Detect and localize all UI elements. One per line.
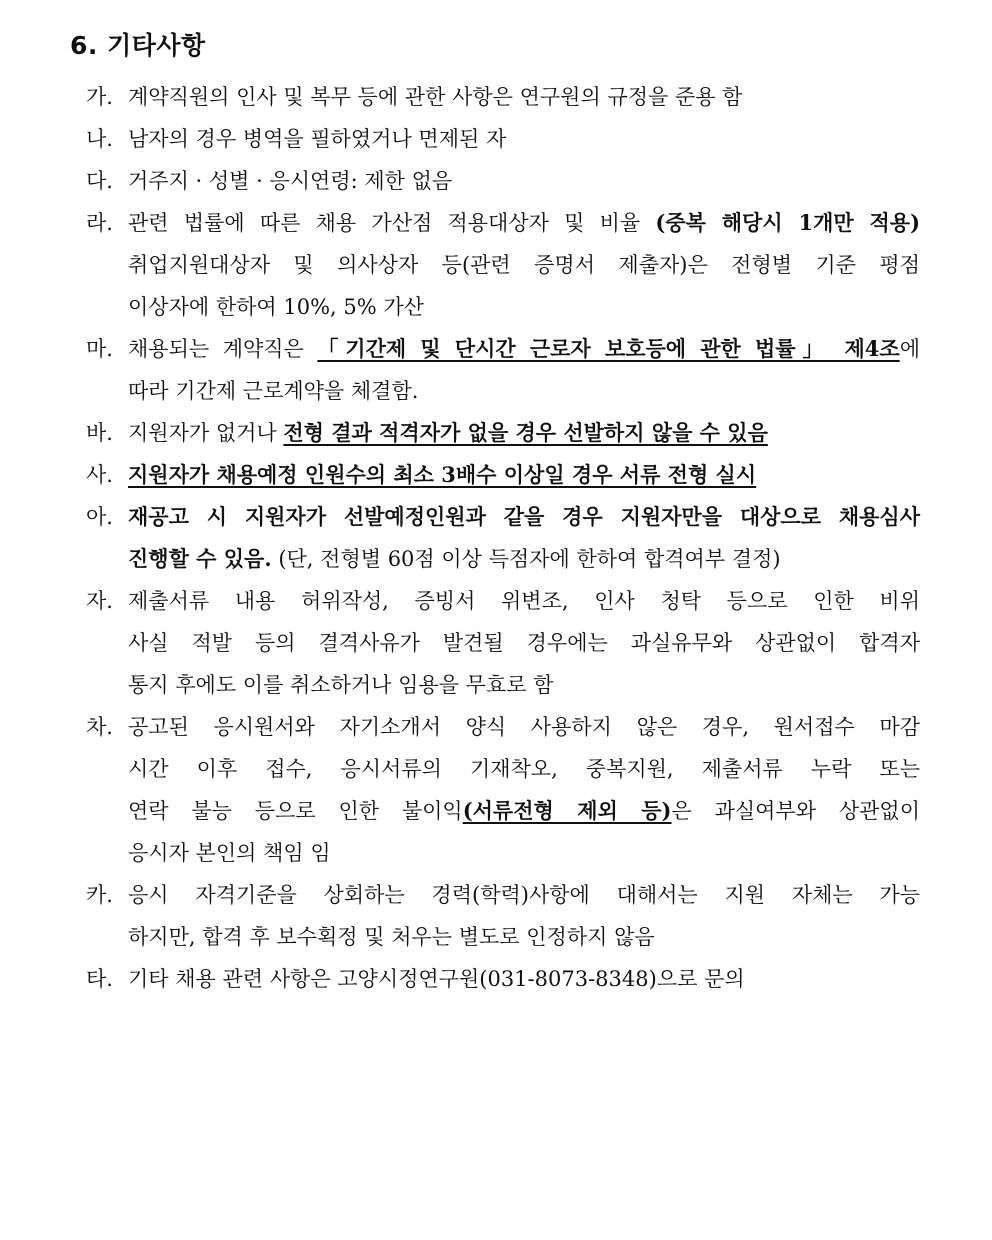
- note-marker: 차.: [86, 715, 113, 739]
- note-line: [86, 244, 920, 286]
- bold-text: (중복 해당시 1개만 적용): [655, 210, 920, 235]
- note-line: [86, 286, 920, 328]
- note-marker: 가.: [86, 85, 113, 109]
- note-line: [86, 412, 920, 454]
- note-text: 공고된 응시원서와 자기소개서 양식 사용하지 않은 경우, 원서접수 마감: [128, 715, 920, 739]
- note-text: 관련 법률에 따른 채용 가산점 적용대상자 및 비율: [128, 211, 656, 235]
- note-text: 하지만, 합격 후 보수획정 및 처우는 별도로 인정하지 않음: [128, 925, 655, 949]
- note-line: [86, 958, 920, 1000]
- note-text: 기타 채용 관련 사항은 고양시정연구원(031-8073-8348)으로 문의: [128, 967, 745, 991]
- note-line: [86, 874, 920, 916]
- note-item: [86, 874, 920, 958]
- note-text: 시간 이후 접수, 응시서류의 기재착오, 중복지원, 제출서류 누락 또는: [128, 757, 920, 781]
- note-line: [86, 706, 920, 748]
- emphasized-text: (서류전형 제외 등): [462, 798, 672, 823]
- note-text: 응시자 본인의 책임 임: [128, 841, 331, 865]
- note-marker: 타.: [86, 967, 113, 991]
- emphasized-text: 지원자가 채용예정 인원수의 최소 3배수 이상일 경우 서류 전형 실시: [128, 462, 757, 487]
- note-marker: 다.: [86, 169, 113, 193]
- note-line: [86, 370, 920, 412]
- note-marker: 자.: [86, 589, 113, 613]
- note-line: [86, 454, 920, 496]
- emphasized-text: 「기간제 및 단시간 근로자 보호등에 관한 법률」 제4조: [317, 336, 900, 361]
- bold-text: 진행할 수 있음.: [128, 546, 272, 571]
- note-line: [86, 76, 920, 118]
- note-text: 제출서류 내용 허위작성, 증빙서 위변조, 인사 청탁 등으로 인한 비위: [128, 589, 920, 613]
- note-marker: 라.: [86, 211, 113, 235]
- note-text: (단, 전형별 60점 이상 득점자에 한하여 합격여부 결정): [271, 547, 781, 571]
- note-text: 에: [899, 337, 920, 361]
- note-item: [86, 202, 920, 328]
- note-marker: 카.: [86, 883, 113, 907]
- note-item: [86, 160, 920, 202]
- note-line: [86, 790, 920, 832]
- note-line: [86, 328, 920, 370]
- note-item: [86, 118, 920, 160]
- note-line: [86, 496, 920, 538]
- note-item: [86, 706, 920, 874]
- note-item: [86, 412, 920, 454]
- note-item: [86, 580, 920, 706]
- note-item: [86, 496, 920, 580]
- note-text: 따라 기간제 근로계약을 체결함.: [128, 379, 419, 403]
- note-text: 연락 불능 등으로 인한 불이익: [128, 799, 463, 823]
- section-heading: 6. 기타사항: [70, 31, 206, 60]
- note-item: [86, 328, 920, 412]
- note-text: 지원자가 없거나: [128, 421, 284, 445]
- note-line: [86, 160, 920, 202]
- note-item: [86, 454, 920, 496]
- note-text: 이상자에 한하여 10%, 5% 가산: [128, 295, 424, 319]
- note-text: 응시 자격기준을 상회하는 경력(학력)사항에 대해서는 지원 자체는 가능: [128, 883, 920, 907]
- note-text: 거주지 · 성별 · 응시연령: 제한 없음: [128, 169, 453, 193]
- note-marker: 사.: [86, 463, 113, 487]
- note-text: 남자의 경우 병역을 필하였거나 면제된 자: [128, 127, 507, 151]
- note-text: 사실 적발 등의 결격사유가 발견될 경우에는 과실유무와 상관없이 합격자: [128, 631, 920, 655]
- note-marker: 바.: [86, 421, 113, 445]
- note-marker: 마.: [86, 337, 113, 361]
- note-line: [86, 538, 920, 580]
- note-line: [86, 118, 920, 160]
- note-line: [86, 580, 920, 622]
- note-line: [86, 748, 920, 790]
- note-item: [86, 958, 920, 1000]
- note-text: 채용되는 계약직은: [128, 337, 318, 361]
- bold-text: 재공고 시 지원자가 선발예정인원과 같을 경우 지원자만을 대상으로 채용심사: [128, 504, 920, 529]
- note-line: [86, 664, 920, 706]
- note-line: [86, 202, 920, 244]
- note-text: 계약직원의 인사 및 복무 등에 관한 사항은 연구원의 규정을 준용 함: [128, 85, 743, 109]
- note-item: [86, 76, 920, 118]
- note-text: 은 과실여부와 상관없이: [671, 799, 920, 823]
- note-line: [86, 832, 920, 874]
- note-marker: 아.: [86, 505, 113, 529]
- emphasized-text: 전형 결과 적격자가 없을 경우 선발하지 않을 수 있음: [283, 420, 768, 445]
- note-line: [86, 916, 920, 958]
- note-line: [86, 622, 920, 664]
- note-text: 취업지원대상자 및 의사상자 등(관련 증명서 제출자)은 전형별 기준 평점: [128, 253, 920, 277]
- note-marker: 나.: [86, 127, 113, 151]
- note-text: 통지 후에도 이를 취소하거나 임용을 무효로 함: [128, 673, 554, 697]
